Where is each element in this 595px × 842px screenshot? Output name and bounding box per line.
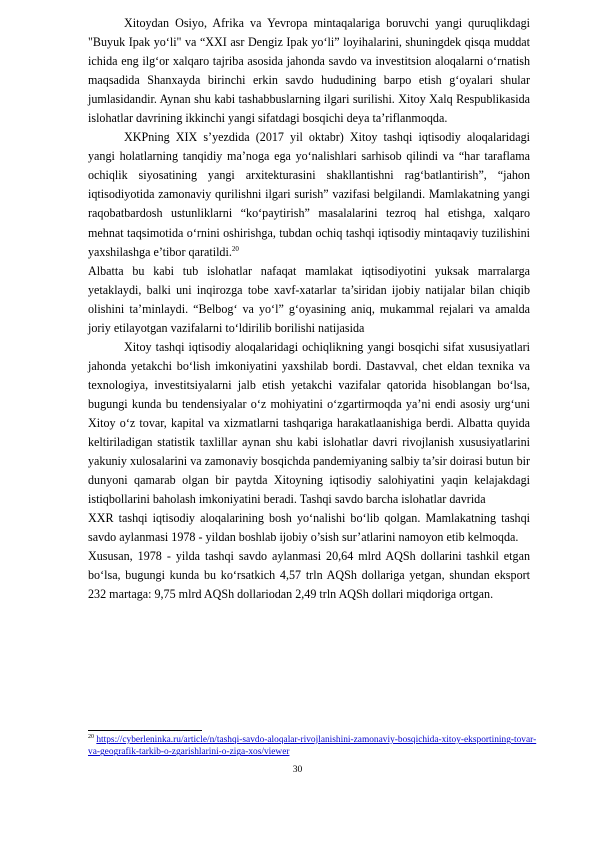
paragraph-2-text: XKPning XIX s’yezdida (2017 yil oktabr) Xitoy tashqi iqtisodiy aloqalaridagi yangi holatlarning tanqidiy ma’noga ega yo‘nalishlari sarhisob qilindi va “har taraflama ochiqlik siyosatining yangi arxitekturasini shakllantishni rag‘batlantirish”, “jahon iqtisodiyotida zamonaviy qurilishni ilgari surish” vazifasi belgilandi. Mamlakatning yangi raqobatbardosh ustunliklarni “ko‘paytirish” masalalarini tezroq hal etishga, xalqaro mehnat taqsimotida o‘rnini oshirishga, tubdan ochiq tashqi iqtisodiy mintaqaviy tuzilishini yaxshilashga e’tibor qaratildi. [88,130,530,259]
footnote-mark: 20 [88,733,94,740]
footnote-reference[interactable]: 20 [231,244,239,253]
page-number: 30 [292,764,303,775]
footnote-divider [88,730,202,731]
paragraph-4: Xitoy tashqi iqtisodiy aloqalaridagi ochiqlikning yangi bosqichi sifat xususiyatlari jahonda yetakchi bo‘lish imkoniyatini yaxshilab bordi. Dastavval, chet eldan texnika va texnologiya, investitsiyalarni jalb etish yetakchi vazifalar qatorida hisoblangan bo‘lsa, bugungi kunda bu tendensiyalar o‘z mohiyatini o‘zgartirmoqda ya’ni endi asosiy urg‘uni Xitoy o‘z tovar, kapital va xizmatlarni tashqariga harakatlaanishiga berdi. Albatta quyida keltiriladigan statistik taxlillar aynan shu kabi islohatlar davri rivojlanish xususiyatlarini yakuniy xulosalarini va zamonaviy bosqichda pandemiyaning salbiy ta’sir doirasi butun bir dunyoni qamarab olgan bir paytda Xitoyning iqtisodiy salohiyatini yaqin kelajakdagi istiqbollarini baholash imkoniyatini beradi. Tashqi savdo barcha islohatlar davrida [88,339,530,507]
document-body [88,14,530,604]
paragraph-3: Albatta bu kabi tub islohatlar nafaqat mamlakat iqtisodiyotini yuksak marralarga yetaklaydi, balki uni inqirozga tobe xavf-xatarlar ta’siridan ijobiy natijalar bilan chiqib olishini ta’minlaydi. “Belbog‘ va yo‘l” g‘oyasining aniq, mukammal rejalari va amalda joriy etilayotgan vazifalarni to‘ldirilib borilishi natijasida [88,263,530,335]
footnote [88,734,538,759]
paragraph-5: XXR tashqi iqtisodiy aloqalarining bosh yo‘nalishi bo‘lib qolgan. Mamlakatning tashqi savdo aylanmasi 1978 - yildan boshlab ijobiy o’sish sur’atlarini namoyon etib kelmoqda. [88,511,530,545]
paragraph-1: Xitoydan Osiyo, Afrika va Yevropa mintaqalariga boruvchi yangi quruqlikdagi "Buyuk Ipak yo‘li" va “XXI asr Dengiz Ipak yo‘li” loyihalarini, shuningdek qisqa muddat ichida eng ilg‘or xalqaro tajriba asosida jahonda savdo va investitsion aloqalarni o‘rnatish maqsadida Shanxayda birinchi erkin savdo hududining barpo etish g‘oyalari shular jumlasidandir. Aynan shu kabi tashabbuslarning ilgari surilishi. Xitoy Xalq Respublikasida islohatlar davrining ikkinchi yangi sifatdagi bosqichi deya ta’riflanmoqda. [88,16,530,126]
paragraph-2 [88,128,530,261]
paragraph-6: Xususan, 1978 - yilda tashqi savdo aylanmasi 20,64 mlrd AQSh dollarini tashkil etgan bo‘lsa, bugungi kunda bu ko‘rsatkich 4,57 trln AQSh dollariga yetgan, shundan eksport 232 martaga: 9,75 mlrd AQSh dollariodan 2,49 trln AQSh dollari miqdoriga ortgan. [88,549,530,602]
footnote-link[interactable]: https://cyberleninka.ru/article/n/tashqi-savdo-aloqalar-rivojlanishini-zamonaviy-bosqichida-xitoy-eksportining-tovar-va-geografik-tarkib-o-zgarishlarini-o-ziga-xos/viewer [88,735,537,758]
